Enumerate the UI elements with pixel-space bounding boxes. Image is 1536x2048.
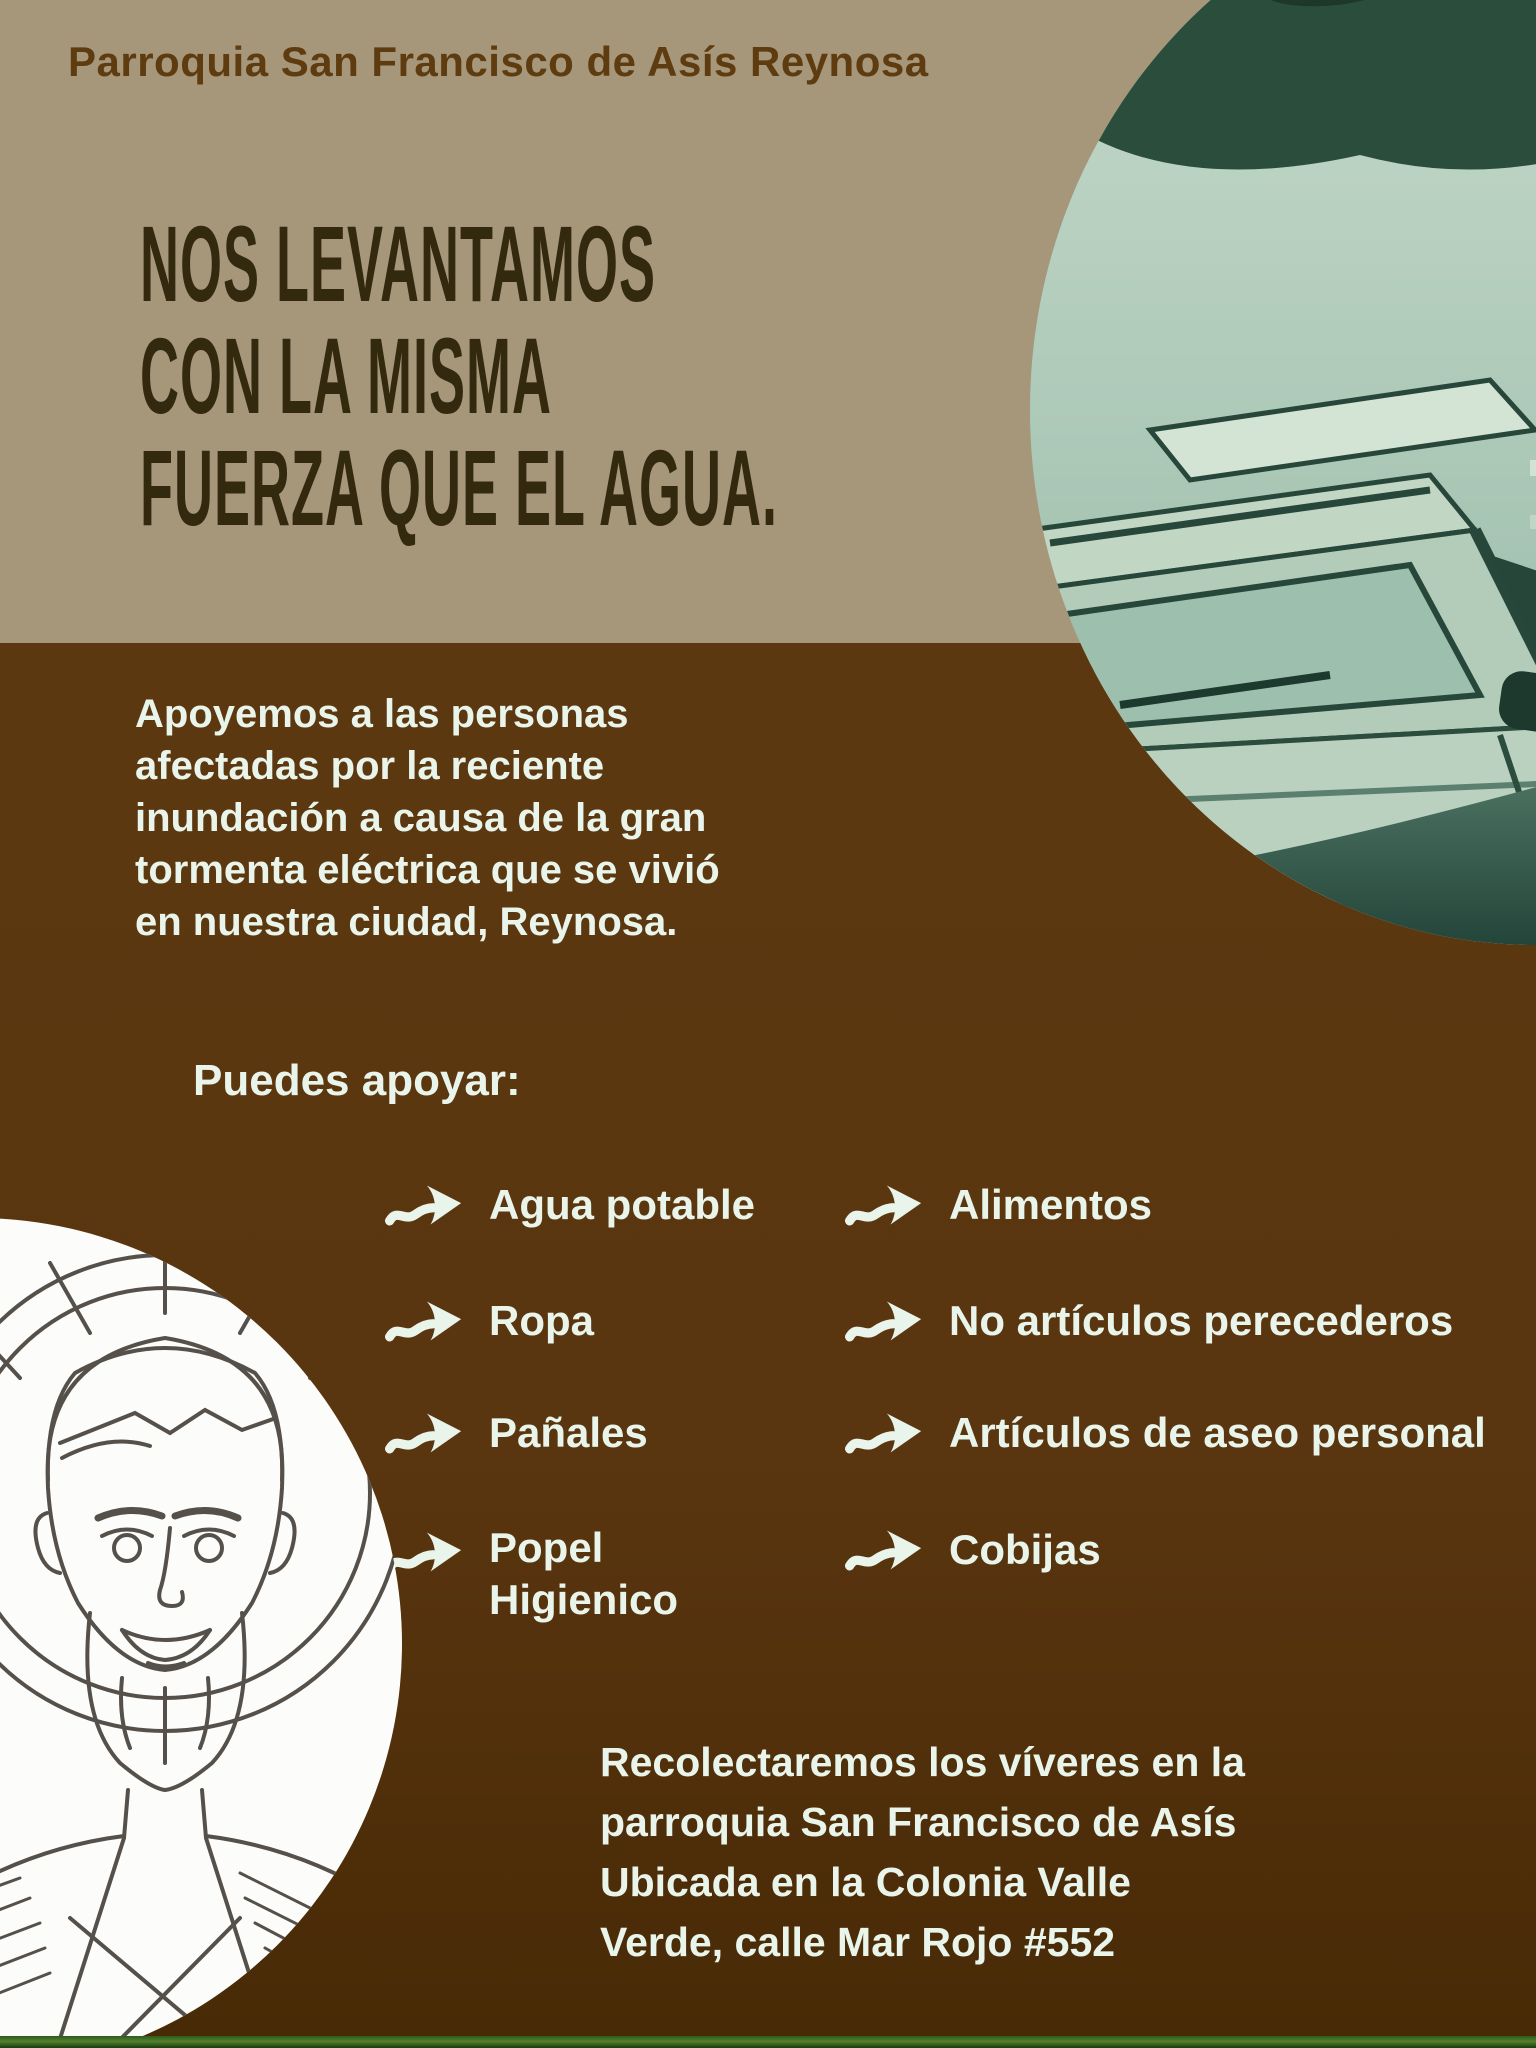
saint-circle — [0, 1218, 402, 2048]
collection-info-line: parroquia San Francisco de Asís — [600, 1799, 1237, 1845]
arrow-icon — [845, 1522, 923, 1578]
saint-francis-line-drawing — [0, 1218, 402, 2048]
donation-item-label: Cobijas — [949, 1526, 1101, 1573]
donation-item-papel — [385, 1522, 729, 1626]
donation-item-alimentos — [845, 1177, 1152, 1233]
collection-info-line: Ubicada en la Colonia Valle — [600, 1859, 1131, 1905]
headline — [140, 203, 779, 548]
donation-item-label: Popel Higienico — [489, 1524, 679, 1623]
donation-item-label: Agua potable — [489, 1181, 756, 1228]
bottom-green-strip — [0, 2036, 1536, 2048]
intro-line: tormenta eléctrica que se vivió — [135, 848, 720, 892]
support-heading: Puedes apoyar: — [193, 1056, 521, 1105]
donation-item-label: Pañales — [489, 1409, 648, 1456]
intro-line: inundación a causa de la gran — [135, 796, 707, 840]
headline-line-3: FUERZA QUE EL AGUA. — [140, 427, 779, 548]
flood-photo-circle — [1030, 0, 1536, 945]
collection-info-line: Recolectaremos los víveres en la — [600, 1739, 1245, 1785]
donation-item-panales — [385, 1405, 648, 1461]
donation-item-no-perecederos — [845, 1293, 1453, 1349]
arrow-icon — [385, 1405, 463, 1461]
donation-item-cobijas — [845, 1522, 1101, 1578]
parish-name: Parroquia San Francisco de Asís Reynosa — [68, 38, 929, 85]
donation-item-label: Alimentos — [949, 1181, 1153, 1228]
collection-info — [600, 1732, 1245, 1972]
arrow-icon — [385, 1177, 463, 1233]
arrow-icon — [845, 1293, 923, 1349]
headline-line-1: NOS LEVANTAMOS — [140, 203, 657, 324]
donation-item-label: Ropa — [489, 1297, 594, 1344]
intro-line: en nuestra ciudad, Reynosa. — [135, 900, 678, 944]
donation-item-aseo — [845, 1405, 1486, 1461]
headline-line-2: CON LA MISMA — [140, 315, 552, 436]
donation-item-label: Artículos de aseo personal — [949, 1409, 1486, 1456]
collection-info-line: Verde, calle Mar Rojo #552 — [600, 1919, 1116, 1965]
donation-item-agua — [385, 1177, 755, 1233]
intro-paragraph — [135, 688, 720, 948]
flooded-car-photo — [1030, 0, 1536, 945]
arrow-icon — [385, 1293, 463, 1349]
donation-item-label: No artículos perecederos — [949, 1297, 1454, 1344]
arrow-icon — [385, 1524, 463, 1580]
intro-line: afectadas por la reciente — [135, 744, 605, 788]
arrow-icon — [845, 1405, 923, 1461]
donation-item-ropa — [385, 1293, 594, 1349]
intro-line: Apoyemos a las personas — [135, 692, 629, 736]
arrow-icon — [845, 1177, 923, 1233]
